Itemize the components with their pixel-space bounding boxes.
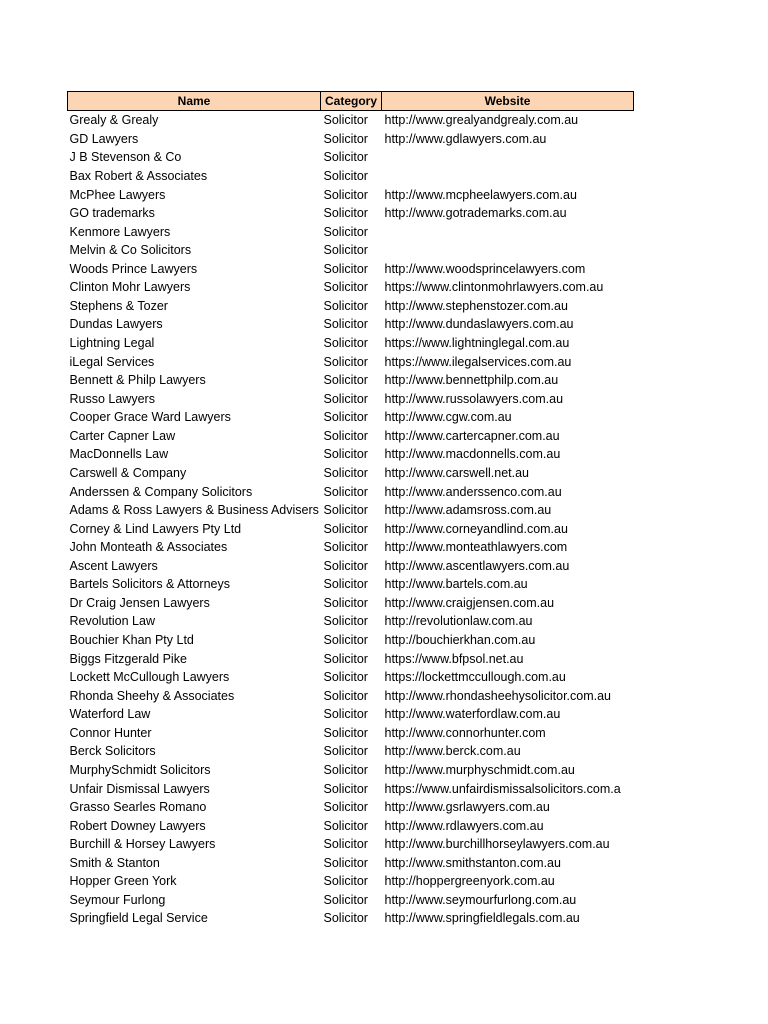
cell-category: Solicitor [323, 670, 368, 685]
table-row [68, 612, 634, 631]
column-header-category: Category [321, 92, 382, 111]
cell-category: Solicitor [323, 243, 368, 258]
cell-name: Corney & Lind Lawyers Pty Ltd [69, 521, 242, 536]
table-row [68, 389, 634, 408]
table-row [68, 798, 634, 817]
cell-category: Solicitor [323, 800, 368, 815]
table-row [68, 148, 634, 167]
cell-category: Solicitor [323, 484, 368, 499]
cell-category: Solicitor [323, 187, 368, 202]
cell-name: Grasso Searles Romano [69, 800, 207, 815]
cell-category: Solicitor [323, 633, 368, 648]
cell-name: Ascent Lawyers [69, 558, 158, 573]
cell-category: Solicitor [323, 280, 368, 295]
cell-category: Solicitor [323, 317, 368, 332]
cell-website: http://www.springfieldlegals.com.au [384, 911, 580, 926]
cell-website: https://www.ilegalservices.com.au [384, 354, 572, 369]
table-row [68, 278, 634, 297]
cell-website: http://www.carswell.net.au [384, 465, 530, 480]
cell-name: Carter Capner Law [69, 428, 176, 443]
cell-name: Burchill & Horsey Lawyers [69, 837, 216, 852]
cell-name: Cooper Grace Ward Lawyers [69, 410, 231, 425]
cell-name: Connor Hunter [69, 725, 152, 740]
table-row [68, 705, 634, 724]
cell-website: http://www.russolawyers.com.au [384, 391, 564, 406]
cell-website: http://www.dundaslawyers.com.au [384, 317, 574, 332]
table-row [68, 167, 634, 186]
cell-website: https://www.unfairdismissalsolicitors.com.a [384, 781, 621, 796]
cell-website: http://www.woodsprincelawyers.com [384, 261, 586, 276]
column-header-name: Name [68, 92, 321, 111]
table-row [68, 315, 634, 334]
cell-website: http://www.gsrlawyers.com.au [384, 800, 550, 815]
cell-name: Unfair Dismissal Lawyers [69, 781, 210, 796]
cell-website: https://www.bfpsol.net.au [384, 651, 524, 666]
cell-category: Solicitor [323, 725, 368, 740]
cell-website [382, 148, 634, 167]
cell-name: Adams & Ross Lawyers & Business Advisers [69, 503, 319, 518]
cell-category: Solicitor [323, 540, 368, 555]
table-header-row [68, 92, 634, 111]
cell-name: Bartels Solicitors & Attorneys [69, 577, 230, 592]
cell-website: http://www.bennettphilp.com.au [384, 373, 559, 388]
cell-name: McPhee Lawyers [69, 187, 166, 202]
cell-website: https://www.lightninglegal.com.au [384, 336, 570, 351]
cell-category: Solicitor [323, 874, 368, 889]
cell-category: Solicitor [323, 428, 368, 443]
cell-name: Rhonda Sheehy & Associates [69, 688, 235, 703]
cell-category: Solicitor [323, 744, 368, 759]
cell-website: http://www.stephenstozer.com.au [384, 298, 568, 313]
cell-name: Anderssen & Company Solicitors [69, 484, 253, 499]
cell-category: Solicitor [323, 113, 368, 128]
table-row [68, 130, 634, 149]
cell-category: Solicitor [323, 558, 368, 573]
spreadsheet-page [67, 91, 633, 928]
table-row [68, 686, 634, 705]
cell-category: Solicitor [323, 521, 368, 536]
cell-website: http://www.grealyandgrealy.com.au [384, 113, 579, 128]
cell-name: Grealy & Grealy [69, 113, 159, 128]
cell-category: Solicitor [323, 781, 368, 796]
cell-website: http://www.rhondasheehysolicitor.com.au [384, 688, 612, 703]
table-row [68, 519, 634, 538]
table-row [68, 501, 634, 520]
cell-name: Lockett McCullough Lawyers [69, 670, 230, 685]
cell-name: Dr Craig Jensen Lawyers [69, 595, 210, 610]
cell-category: Solicitor [323, 465, 368, 480]
table-row [68, 427, 634, 446]
cell-name: Bennett & Philp Lawyers [69, 373, 206, 388]
cell-website: http://www.mcpheelawyers.com.au [384, 187, 577, 202]
cell-name: Dundas Lawyers [69, 317, 163, 332]
cell-category: Solicitor [323, 168, 368, 183]
table-row [68, 297, 634, 316]
cell-website: http://www.gdlawyers.com.au [384, 131, 547, 146]
table-row [68, 204, 634, 223]
cell-category: Solicitor [323, 577, 368, 592]
cell-website [382, 241, 634, 260]
table-row [68, 538, 634, 557]
cell-name: Woods Prince Lawyers [69, 261, 198, 276]
table-row [68, 761, 634, 780]
table-row [68, 779, 634, 798]
cell-website: http://www.waterfordlaw.com.au [384, 707, 561, 722]
cell-category: Solicitor [323, 373, 368, 388]
solicitor-table [67, 91, 634, 928]
table-row [68, 371, 634, 390]
cell-category: Solicitor [323, 855, 368, 870]
cell-category: Solicitor [323, 707, 368, 722]
cell-name: Lightning Legal [69, 336, 155, 351]
cell-name: Biggs Fitzgerald Pike [69, 651, 187, 666]
cell-category: Solicitor [323, 762, 368, 777]
cell-website: http://www.macdonnells.com.au [384, 447, 561, 462]
table-row [68, 668, 634, 687]
cell-website: https://www.clintonmohrlawyers.com.au [384, 280, 604, 295]
cell-website [382, 167, 634, 186]
table-row [68, 631, 634, 650]
cell-name: Bax Robert & Associates [69, 168, 208, 183]
cell-category: Solicitor [323, 614, 368, 629]
cell-website: http://www.bartels.com.au [384, 577, 528, 592]
cell-website: http://hoppergreenyork.com.au [384, 874, 555, 889]
cell-category: Solicitor [323, 150, 368, 165]
cell-name: Hopper Green York [69, 874, 177, 889]
cell-name: Kenmore Lawyers [69, 224, 171, 239]
cell-name: Berck Solicitors [69, 744, 156, 759]
cell-category: Solicitor [323, 892, 368, 907]
cell-name: John Monteath & Associates [69, 540, 228, 555]
cell-name: GD Lawyers [69, 131, 139, 146]
cell-website: http://www.gotrademarks.com.au [384, 206, 567, 221]
cell-website: http://www.adamsross.com.au [384, 503, 552, 518]
table-row [68, 352, 634, 371]
table-row [68, 241, 634, 260]
cell-name: GO trademarks [69, 206, 155, 221]
cell-website: https://lockettmccullough.com.au [384, 670, 566, 685]
cell-website: http://www.craigjensen.com.au [384, 595, 555, 610]
table-row [68, 557, 634, 576]
cell-category: Solicitor [323, 131, 368, 146]
cell-category: Solicitor [323, 651, 368, 666]
cell-website: http://www.berck.com.au [384, 744, 521, 759]
table-row [68, 334, 634, 353]
table-row [68, 260, 634, 279]
cell-name: MurphySchmidt Solicitors [69, 762, 211, 777]
cell-category: Solicitor [323, 336, 368, 351]
cell-website [382, 222, 634, 241]
table-row [68, 185, 634, 204]
table-row [68, 649, 634, 668]
cell-category: Solicitor [323, 261, 368, 276]
cell-category: Solicitor [323, 503, 368, 518]
cell-name: Waterford Law [69, 707, 151, 722]
table-row [68, 854, 634, 873]
cell-category: Solicitor [323, 911, 368, 926]
cell-name: Springfield Legal Service [69, 911, 208, 926]
cell-website: http://www.cartercapner.com.au [384, 428, 560, 443]
table-row [68, 482, 634, 501]
cell-name: MacDonnells Law [69, 447, 169, 462]
table-row [68, 111, 634, 130]
table-row [68, 835, 634, 854]
cell-website: http://www.ascentlawyers.com.au [384, 558, 570, 573]
table-row [68, 909, 634, 928]
cell-website: http://www.monteathlawyers.com [384, 540, 568, 555]
table-row [68, 872, 634, 891]
cell-website: http://bouchierkhan.com.au [384, 633, 536, 648]
cell-name: Robert Downey Lawyers [69, 818, 206, 833]
cell-category: Solicitor [323, 206, 368, 221]
table-row [68, 575, 634, 594]
cell-name: Revolution Law [69, 614, 155, 629]
cell-name: Carswell & Company [69, 465, 187, 480]
table-row [68, 891, 634, 910]
cell-website: http://www.cgw.com.au [384, 410, 512, 425]
cell-name: Melvin & Co Solicitors [69, 243, 192, 258]
cell-name: iLegal Services [69, 354, 155, 369]
table-body [68, 111, 634, 928]
cell-name: Russo Lawyers [69, 391, 155, 406]
cell-website: http://www.connorhunter.com [384, 725, 546, 740]
table-row [68, 594, 634, 613]
cell-website: http://www.burchillhorseylawyers.com.au [384, 837, 610, 852]
cell-category: Solicitor [323, 354, 368, 369]
column-header-website: Website [382, 92, 634, 111]
table-row [68, 742, 634, 761]
table-row [68, 816, 634, 835]
cell-category: Solicitor [323, 688, 368, 703]
cell-name: Clinton Mohr Lawyers [69, 280, 191, 295]
cell-category: Solicitor [323, 224, 368, 239]
cell-website: http://www.corneyandlind.com.au [384, 521, 568, 536]
cell-website: http://www.anderssenco.com.au [384, 484, 562, 499]
cell-name: Seymour Furlong [69, 892, 166, 907]
cell-category: Solicitor [323, 447, 368, 462]
cell-website: http://www.murphyschmidt.com.au [384, 762, 575, 777]
table-row [68, 724, 634, 743]
cell-website: http://www.seymourfurlong.com.au [384, 892, 577, 907]
cell-website: http://revolutionlaw.com.au [384, 614, 533, 629]
cell-website: http://www.rdlawyers.com.au [384, 818, 544, 833]
cell-category: Solicitor [323, 298, 368, 313]
table-row [68, 464, 634, 483]
cell-name: Bouchier Khan Pty Ltd [69, 633, 194, 648]
cell-name: Stephens & Tozer [69, 298, 168, 313]
cell-category: Solicitor [323, 818, 368, 833]
cell-category: Solicitor [323, 410, 368, 425]
cell-name: Smith & Stanton [69, 855, 160, 870]
cell-website: http://www.smithstanton.com.au [384, 855, 561, 870]
cell-category: Solicitor [323, 391, 368, 406]
table-row [68, 222, 634, 241]
cell-name: J B Stevenson & Co [69, 150, 182, 165]
table-row [68, 445, 634, 464]
cell-category: Solicitor [323, 837, 368, 852]
cell-category: Solicitor [323, 595, 368, 610]
table-row [68, 408, 634, 427]
